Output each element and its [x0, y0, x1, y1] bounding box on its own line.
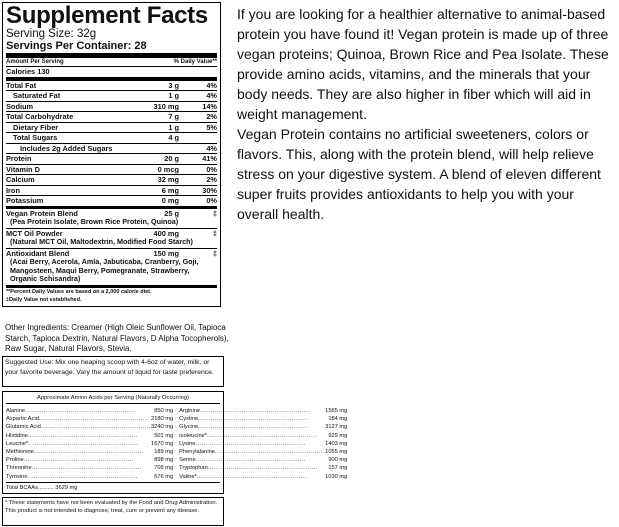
- amino-name: Leucine*: [6, 440, 29, 447]
- nutrient-dv: 4%: [206, 143, 217, 153]
- nutrient-amount: [124, 144, 179, 154]
- blend-name: MCT Oil Powder: [6, 228, 63, 238]
- footnote-not-established: ‡Daily Value not established.: [6, 296, 82, 303]
- blend-dv: ‡: [212, 228, 217, 238]
- nutrient-amount: 1 g: [168, 91, 179, 100]
- nutrient-name: Calcium: [6, 175, 35, 184]
- amino-row: [179, 432, 347, 440]
- nutrient-dv: 4%: [206, 80, 217, 90]
- nutrient-amount: 0 mg: [161, 196, 179, 205]
- leader-dots: [32, 464, 155, 472]
- amino-row: [6, 456, 173, 464]
- leader-dots: [215, 448, 325, 456]
- nutrient-amount: 32 mg: [157, 175, 179, 184]
- nutrient-dv: 5%: [206, 122, 217, 132]
- amino-row: [179, 415, 347, 423]
- amino-value: 1565 mg: [325, 408, 348, 414]
- nutrient-dv: 0%: [206, 164, 217, 174]
- amino-name: Alanine: [6, 408, 25, 414]
- nutrient-row: [6, 165, 217, 176]
- description-paragraph-1: If you are looking for a healthier alternative to animal-based protein you have found it! Vegan protein is made up of three vegan proteins; Quinoa, Brown Rice and Pea Isolate. These provide amino acids, vitamins, and the minerals that your body needs. They are also higher in fiber which will aid in weight management.: [237, 6, 609, 122]
- amino-name: Glutamic Acid: [6, 424, 41, 431]
- nutrient-row: [6, 154, 217, 165]
- nutrient-name: Iron: [6, 185, 20, 195]
- leader-dots: [25, 407, 154, 415]
- servings-per-container: Servings Per Container: 28: [6, 40, 147, 52]
- nutrient-name: Includes 2g Added Sugars: [20, 143, 113, 153]
- amino-name: Aspartic Acid: [6, 416, 39, 423]
- nutrient-dv: 41%: [202, 154, 217, 163]
- amino-row: [179, 440, 347, 448]
- leader-dots: [207, 432, 328, 440]
- amino-value: 1670 mg: [151, 440, 174, 447]
- nutrient-row: [6, 123, 217, 134]
- amino-row: [179, 423, 347, 431]
- amino-row: [6, 473, 173, 481]
- nutrient-amount: 3 g: [168, 80, 179, 90]
- amino-value: 501 mg: [154, 432, 174, 439]
- total-bcaas: Total BCAAs.......... 3629 mg: [6, 482, 220, 492]
- leader-dots: [34, 448, 154, 456]
- nutrient-name: Total Fat: [6, 80, 37, 90]
- amino-row: [6, 415, 173, 423]
- amino-name: Histidine: [6, 432, 28, 439]
- amino-value: 2180 mg: [151, 416, 174, 423]
- amino-row: [179, 456, 347, 464]
- amino-row: [179, 448, 347, 456]
- amino-value: 1403 mg: [325, 440, 348, 447]
- nutrient-row: [6, 102, 217, 113]
- nutrient-amount: 4 g: [168, 133, 179, 142]
- nutrient-name: Dietary Fiber: [13, 122, 59, 132]
- calories: Calories 130: [6, 67, 50, 76]
- nutrient-amount: 1 g: [168, 122, 179, 132]
- blend-row: [6, 249, 217, 285]
- nutrient-name: Potassium: [6, 196, 44, 205]
- amino-value: 1055 mg: [325, 449, 348, 456]
- amino-row: [6, 407, 173, 415]
- nutrient-row: [6, 175, 217, 186]
- leader-dots: [39, 415, 151, 423]
- amino-value: 3127 mg: [325, 424, 348, 431]
- nutrient-row: [6, 133, 217, 144]
- nutrient-row: [6, 144, 217, 155]
- amino-row: [179, 464, 347, 472]
- nutrient-row: [6, 196, 217, 206]
- footnote-daily-value: **Percent Daily Values are based on a 2,000 calorie diet.: [6, 288, 152, 295]
- nutrient-amount: 6 mg: [161, 185, 179, 195]
- nutrient-dv: 0%: [206, 196, 217, 205]
- fda-disclaimer-text: * These statements have not been evaluated by the Food and Drug Administration. This product is not intended to diagnose, treat, cure or prevent any disease.: [5, 500, 218, 514]
- amino-row: [179, 407, 347, 415]
- blend-name: Vegan Protein Blend: [6, 208, 78, 218]
- leader-dots: [28, 432, 154, 440]
- blend-detail: (Acai Berry, Acerola, Amla, Jabuticaba, Cranberry, Goji, Mangosteen, Maqui Berry, Pomegranate, Strawberry, Organic Schisandra): [10, 257, 199, 284]
- nutrient-name: Protein: [6, 154, 32, 163]
- amino-row: [6, 440, 173, 448]
- calories-row: [6, 67, 217, 78]
- nutrient-name: Total Carbohydrate: [6, 112, 74, 121]
- amino-value: 898 mg: [154, 457, 174, 464]
- amino-name: Serine: [179, 457, 196, 464]
- blend-amount: 25 g: [164, 208, 179, 218]
- nutrient-row: [6, 81, 217, 92]
- blend-amount: 150 mg: [153, 248, 179, 258]
- nutrient-dv: [179, 133, 217, 143]
- amino-value: 189 mg: [154, 449, 174, 456]
- blend-dv: ‡: [212, 208, 217, 218]
- leader-dots: [28, 473, 155, 481]
- blend-detail: (Pea Protein Isolate, Brown Rice Protein, Quinoa): [10, 217, 179, 226]
- amino-name: Arginine: [179, 408, 201, 414]
- suggested-use-box: [2, 356, 224, 387]
- nutrient-dv: 30%: [202, 185, 217, 195]
- leader-dots: [195, 440, 325, 448]
- blend-name: Antioxidant Blend: [6, 248, 70, 258]
- amino-name: Methionine: [6, 449, 34, 456]
- nutrient-name: Saturated Fat: [13, 91, 61, 100]
- leader-dots: [41, 423, 151, 431]
- blend-row: [6, 209, 217, 229]
- serving-size: Serving Size: 32g: [6, 28, 97, 40]
- leader-dots: [208, 464, 329, 472]
- blend-detail: (Natural MCT Oil, Maltodextrin, Modified Food Starch): [10, 237, 193, 247]
- amino-row: [6, 432, 173, 440]
- amino-value: 850 mg: [154, 408, 174, 414]
- nutrient-amount: 0 mcg: [157, 164, 179, 174]
- facts-header: [6, 58, 217, 66]
- leader-dots: [24, 456, 154, 464]
- nutrient-amount: 7 g: [168, 112, 179, 121]
- amino-value: 900 mg: [328, 457, 348, 464]
- amino-left-column: [6, 407, 173, 481]
- daily-value-label: % Daily Value**: [173, 59, 217, 65]
- amino-value: 929 mg: [328, 432, 348, 439]
- other-ingredients: Other Ingredients: Creamer (High Oleic Sunflower Oil, Tapioca Starch, Tapioca Dextrin, Natural Flavors, D Alpha Tocopherols), Raw Sugar, Natural Flavors, Stevia.: [5, 323, 229, 353]
- leader-dots: [197, 473, 325, 481]
- nutrient-row: [6, 91, 217, 102]
- leader-dots: [200, 407, 325, 415]
- nutrient-dv: 4%: [206, 91, 217, 100]
- leader-dots: [28, 440, 151, 448]
- amino-acids-box: [2, 391, 348, 494]
- amino-row: [6, 423, 173, 431]
- amino-title: Approximate Amino Acids per Serving (Naturally Occurring): [6, 394, 220, 404]
- nutrient-amount: 310 mg: [153, 101, 179, 111]
- fda-disclaimer-box: [2, 497, 224, 526]
- nutrient-row: [6, 186, 217, 197]
- blend-dv: ‡: [212, 248, 217, 258]
- supplement-facts-panel: [2, 2, 221, 307]
- description-paragraph-2: Vegan Protein contains no artificial sweeteners, colors or flavors. This, along with the protein blend, will help relieve stress on your digestive system. A blend of eleven different super fruits provides antioxidants to help you with your overall health.: [237, 126, 601, 222]
- amino-row: [6, 464, 173, 472]
- amino-name: Tryptophan: [179, 465, 208, 472]
- amino-row: [179, 473, 347, 481]
- amino-name: Glycine: [179, 424, 199, 431]
- leader-dots: [198, 415, 328, 423]
- nutrient-amount: 20 g: [164, 154, 179, 163]
- amino-value: 3240 mg: [151, 424, 174, 431]
- amino-name: Phenylalanine: [179, 449, 215, 456]
- amino-name: Valine*: [179, 473, 197, 480]
- blend-row: [6, 229, 217, 249]
- amino-row: [6, 448, 173, 456]
- facts-title: Supplement Facts: [6, 2, 208, 29]
- nutrient-row: [6, 112, 217, 123]
- nutrient-dv: 2%: [206, 175, 217, 184]
- nutrient-dv: 14%: [202, 101, 217, 111]
- amino-name: Proline: [6, 457, 24, 464]
- suggested-use-text: Suggested Use: Mix one heaping scoop with 4-6oz of water, milk, or your favorite beverage. Vary the amount of liquid for taste preference.: [5, 359, 214, 376]
- amino-name: Cystine: [179, 416, 199, 423]
- leader-dots: [196, 456, 329, 464]
- nutrient-dv: 2%: [206, 112, 217, 121]
- nutrient-name: Total Sugars: [13, 133, 58, 142]
- amount-per-serving-label: Amount Per Serving: [6, 59, 64, 65]
- nutrient-name: Vitamin D: [6, 164, 40, 174]
- amino-name: Threonine: [6, 465, 32, 472]
- amino-value: 709 mg: [154, 465, 174, 472]
- amino-name: Lysine: [179, 440, 196, 447]
- amino-name: Isoleucine*: [179, 432, 207, 439]
- amino-columns: [6, 407, 348, 481]
- amino-value: 157 mg: [328, 465, 348, 472]
- leader-dots: [198, 423, 325, 431]
- amino-value: 184 mg: [328, 416, 348, 423]
- amino-value: 1030 mg: [325, 473, 348, 480]
- amino-right-column: [179, 407, 347, 481]
- amino-value: 676 mg: [154, 473, 174, 480]
- amino-name: Tyrosine: [6, 473, 28, 480]
- blend-amount: 400 mg: [153, 228, 179, 238]
- nutrient-name: Sodium: [6, 101, 34, 111]
